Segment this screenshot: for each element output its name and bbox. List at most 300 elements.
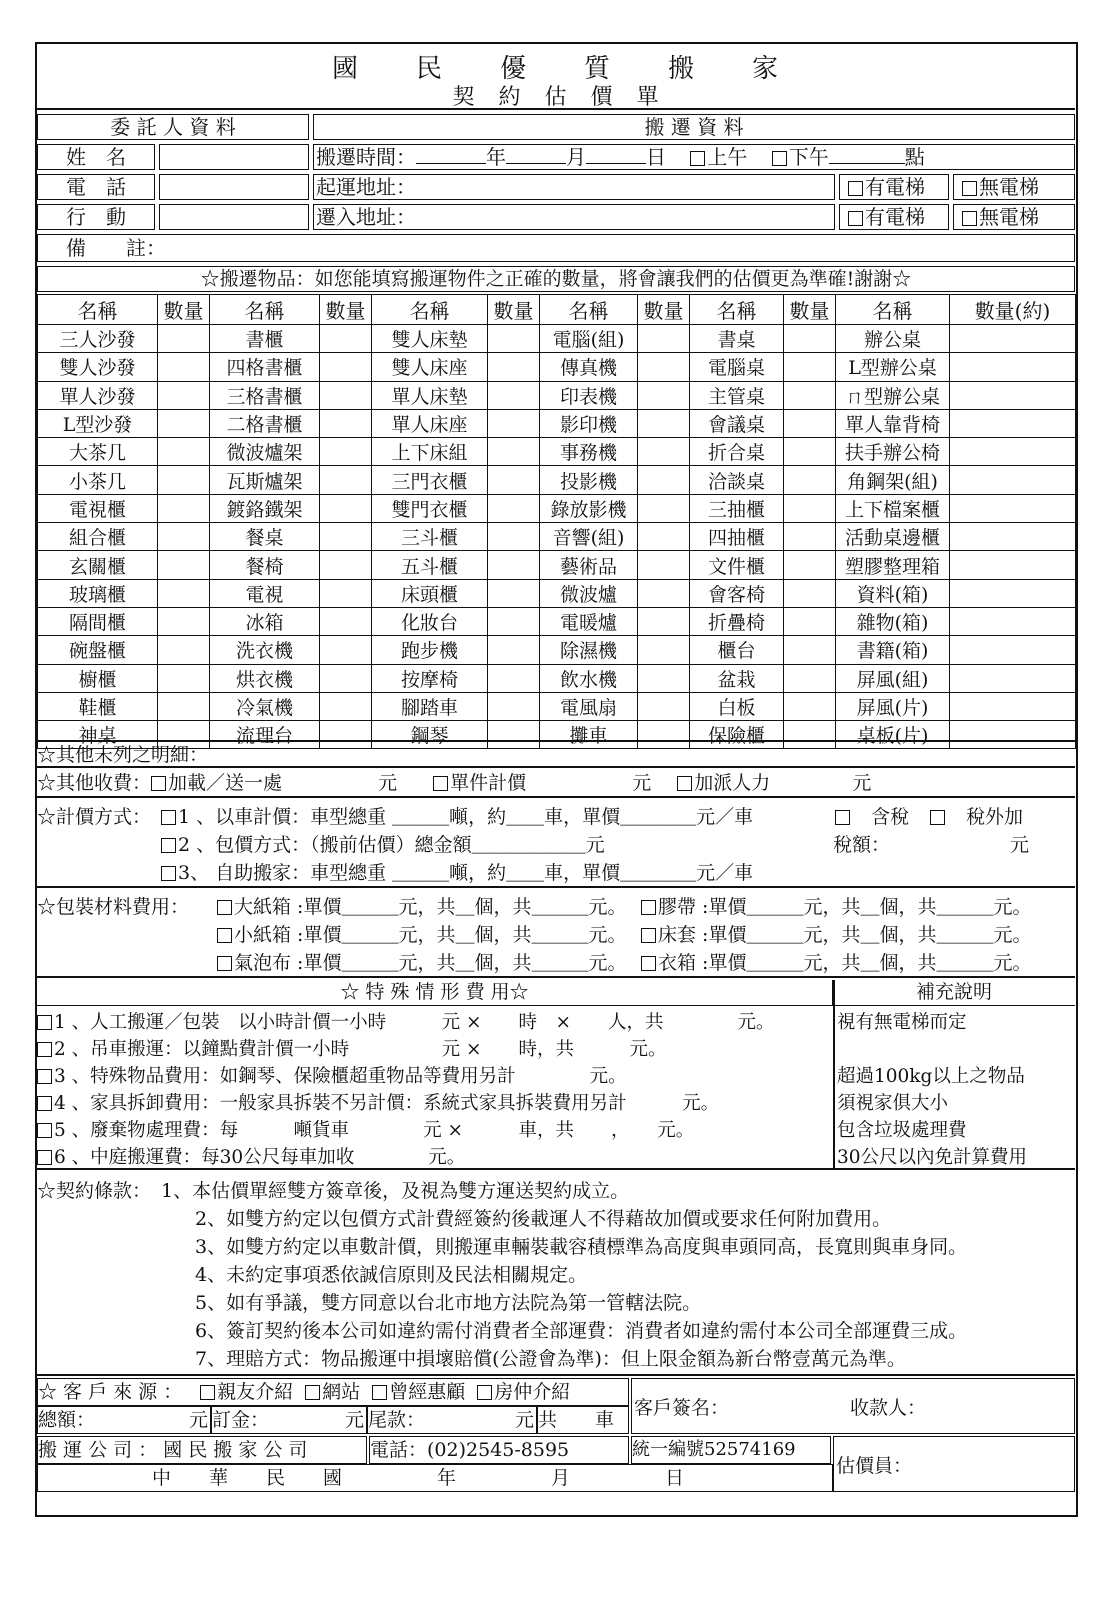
- item-qty-field[interactable]: [784, 664, 836, 692]
- item-name: 鋼琴: [372, 721, 488, 749]
- item-qty-field[interactable]: [950, 466, 1076, 494]
- col-name-header: 名稱: [38, 295, 158, 325]
- item-qty-field[interactable]: [488, 692, 540, 720]
- from-address-field[interactable]: [313, 174, 835, 200]
- pricing-block: [37, 800, 1075, 888]
- company-phone: 電話：(02)2545-8595: [369, 1436, 629, 1464]
- item-name: 單人床座: [372, 409, 488, 437]
- packing-option-text: 小紙箱 :單價＿＿＿元，共＿個，共＿＿＿元。: [234, 924, 627, 946]
- year-label: 年: [486, 145, 506, 169]
- packing-option[interactable]: [641, 948, 1031, 975]
- divider: [833, 980, 835, 1168]
- item-qty-field[interactable]: [488, 409, 540, 437]
- checkbox[interactable]: [930, 810, 945, 825]
- item-qty-field[interactable]: [950, 381, 1076, 409]
- packing-option-text: 床套 :單價＿＿＿元，共＿個，共＿＿＿元。: [658, 924, 1032, 946]
- yuan-label: 元: [632, 772, 652, 794]
- packing-option[interactable]: [217, 892, 626, 919]
- item-name: 玻璃櫃: [38, 579, 158, 607]
- pricing-option-1[interactable]: [161, 802, 753, 829]
- from-elevator-yes[interactable]: [839, 174, 949, 200]
- item-qty-field[interactable]: [488, 438, 540, 466]
- col-name-header: 名稱: [210, 295, 320, 325]
- item-name: 文件櫃: [690, 551, 784, 579]
- item-qty-field[interactable]: [320, 325, 372, 353]
- move-time-label: 搬遷時間：: [316, 145, 416, 169]
- item-name: 電腦桌: [690, 353, 784, 381]
- month-label: 月: [566, 145, 586, 169]
- item-qty-field[interactable]: [158, 636, 210, 664]
- item-qty-field[interactable]: [784, 607, 836, 635]
- item-qty-field[interactable]: [320, 523, 372, 551]
- item-qty-field[interactable]: [784, 325, 836, 353]
- col-qty-header: 數量: [320, 295, 372, 325]
- item-name: 印表機: [540, 381, 638, 409]
- checkbox[interactable]: [848, 211, 863, 226]
- item-name: 雙門衣櫃: [372, 494, 488, 522]
- item-qty-field[interactable]: [488, 381, 540, 409]
- to-address-field[interactable]: [313, 204, 835, 230]
- item-qty-field[interactable]: [784, 381, 836, 409]
- item-qty-field[interactable]: [320, 494, 372, 522]
- item-name: 音響(組): [540, 523, 638, 551]
- item-qty-field[interactable]: [488, 466, 540, 494]
- item-name: L型辦公桌: [836, 353, 950, 381]
- signature-area[interactable]: [631, 1378, 1075, 1434]
- other-fees-row: [37, 770, 1075, 798]
- mobile-field[interactable]: [159, 204, 309, 230]
- item-name: 桌板(片): [836, 721, 950, 749]
- item-name: 鞋櫃: [38, 692, 158, 720]
- trucks-field[interactable]: [537, 1406, 629, 1434]
- name-field[interactable]: [159, 144, 309, 170]
- client-header: 委 託 人 資 料: [37, 114, 309, 140]
- packing-label: ☆包裝材料費用：: [37, 896, 190, 918]
- item-name: 電視櫃: [38, 494, 158, 522]
- tax-yuan-label: 元: [1010, 834, 1030, 856]
- checkbox[interactable]: [217, 900, 232, 915]
- item-qty-field[interactable]: [638, 523, 690, 551]
- pricing-option-2-text: 2 、包價方式：（搬前估價）總金額＿＿＿＿＿＿元: [178, 834, 605, 856]
- item-qty-field[interactable]: [784, 409, 836, 437]
- tax-amount-label: 稅額：: [833, 834, 891, 856]
- item-qty-field[interactable]: [784, 494, 836, 522]
- item-name: 碗盤櫃: [38, 636, 158, 664]
- item-name: 流理台: [210, 721, 320, 749]
- checkbox[interactable]: [37, 1150, 52, 1165]
- special-fee-option[interactable]: [37, 1089, 719, 1115]
- pm-checkbox[interactable]: [772, 151, 787, 166]
- item-qty-field[interactable]: [638, 325, 690, 353]
- col-qty-header: 數量: [488, 295, 540, 325]
- checkbox[interactable]: [848, 181, 863, 196]
- item-qty-field[interactable]: [158, 409, 210, 437]
- balance-field[interactable]: [367, 1406, 537, 1434]
- per-item-checkbox[interactable]: [433, 776, 448, 791]
- item-qty-field[interactable]: [950, 551, 1076, 579]
- item-name: 四格書櫃: [210, 353, 320, 381]
- special-fee-option[interactable]: [37, 1116, 694, 1142]
- name-label: 姓 名: [37, 144, 155, 170]
- item-qty-field[interactable]: [488, 551, 540, 579]
- item-name: 四抽櫃: [690, 523, 784, 551]
- checkbox[interactable]: [477, 1385, 492, 1400]
- yuan-label: 元: [188, 1409, 208, 1431]
- item-qty-field[interactable]: [784, 466, 836, 494]
- col-qty-header: 數量: [638, 295, 690, 325]
- item-name: 電腦(組): [540, 325, 638, 353]
- move-header: 搬 遷 資 料: [313, 114, 1075, 140]
- from-elevator-no[interactable]: [953, 174, 1075, 200]
- checkbox[interactable]: [962, 211, 977, 226]
- company-name: 搬 運 公 司 ： 國 民 搬 家 公 司: [37, 1436, 367, 1464]
- item-qty-field[interactable]: [638, 438, 690, 466]
- checkbox[interactable]: [641, 956, 656, 971]
- checkbox[interactable]: [161, 866, 176, 881]
- checkbox[interactable]: [37, 1069, 52, 1084]
- item-qty-field[interactable]: [950, 409, 1076, 437]
- checkbox[interactable]: [217, 956, 232, 971]
- item-name: 保險櫃: [690, 721, 784, 749]
- packing-option-text: 衣箱 :單價＿＿＿元，共＿個，共＿＿＿元。: [658, 952, 1032, 974]
- item-name: 書櫃: [210, 325, 320, 353]
- item-qty-field[interactable]: [950, 494, 1076, 522]
- info-block: [37, 114, 1075, 264]
- item-qty-field[interactable]: [638, 551, 690, 579]
- trucks-label: 共 車: [538, 1409, 615, 1431]
- packing-option-text: 膠帶 :單價＿＿＿元，共＿個，共＿＿＿元。: [658, 896, 1032, 918]
- col-name-header: 名稱: [690, 295, 784, 325]
- form-subtitle: 契 約 估 價 單: [452, 85, 660, 110]
- phone-field[interactable]: [159, 174, 309, 200]
- item-qty-field[interactable]: [638, 692, 690, 720]
- item-qty-field[interactable]: [638, 353, 690, 381]
- item-qty-field[interactable]: [638, 579, 690, 607]
- item-qty-field[interactable]: [158, 353, 210, 381]
- mobile-label: 行 動: [37, 204, 155, 230]
- item-name: 按摩椅: [372, 664, 488, 692]
- item-qty-field[interactable]: [950, 523, 1076, 551]
- special-fee-text: 1 、人工搬運／包裝 以小時計價一小時 元 × 時 × 人，共 元。: [54, 1012, 775, 1033]
- item-name: 三抽櫃: [690, 494, 784, 522]
- item-name: 組合櫃: [38, 523, 158, 551]
- checkbox[interactable]: [217, 928, 232, 943]
- item-qty-field[interactable]: [158, 325, 210, 353]
- item-name: 雙人沙發: [38, 353, 158, 381]
- tax-excl-option[interactable]: [930, 802, 1023, 829]
- item-name: 事務機: [540, 438, 638, 466]
- item-name: 二格書櫃: [210, 409, 320, 437]
- item-qty-field[interactable]: [158, 381, 210, 409]
- checkbox[interactable]: [962, 181, 977, 196]
- item-qty-field[interactable]: [488, 636, 540, 664]
- packing-block: [37, 890, 1075, 978]
- checkbox[interactable]: [37, 1042, 52, 1057]
- col-qty-header: 數量(約): [950, 295, 1076, 325]
- checkbox[interactable]: [37, 1096, 52, 1111]
- yuan-label: 元: [514, 1409, 534, 1431]
- special-fee-note: 須視家俱大小: [837, 1093, 949, 1114]
- balance-label: 尾款：: [368, 1409, 426, 1431]
- special-fee-note: 30公尺以內免計算費用: [837, 1147, 1028, 1168]
- item-qty-field[interactable]: [158, 466, 210, 494]
- tax-incl-label: 含稅: [871, 806, 910, 828]
- items-header-row: [38, 295, 1076, 325]
- item-name: 三門衣櫃: [372, 466, 488, 494]
- item-qty-field[interactable]: [158, 664, 210, 692]
- item-name: 傳真機: [540, 353, 638, 381]
- special-fee-option[interactable]: [37, 1008, 775, 1034]
- extra-staff-checkbox[interactable]: [677, 776, 692, 791]
- table-row: [38, 664, 1076, 692]
- terms-label: ☆契約條款：: [37, 1180, 152, 1202]
- item-name: 電暖爐: [540, 607, 638, 635]
- item-name: 玄關櫃: [38, 551, 158, 579]
- item-name: 塑膠整理箱: [836, 551, 950, 579]
- item-qty-field[interactable]: [158, 438, 210, 466]
- estimator-area[interactable]: [833, 1436, 1075, 1492]
- item-name: 餐椅: [210, 551, 320, 579]
- table-row: [38, 579, 1076, 607]
- item-name: 上下床組: [372, 438, 488, 466]
- deposit-label: 訂金：: [212, 1409, 270, 1431]
- terms-item: 2、如雙方約定以包價方式計費經簽約後載運人不得藉故加價或要求任何附加費用。: [195, 1208, 892, 1230]
- item-qty-field[interactable]: [950, 636, 1076, 664]
- col-name-header: 名稱: [540, 295, 638, 325]
- item-name: 洗衣機: [210, 636, 320, 664]
- item-name: 屏風(組): [836, 664, 950, 692]
- pricing-option-3[interactable]: [161, 858, 753, 885]
- item-qty-field[interactable]: [320, 466, 372, 494]
- am-checkbox[interactable]: [690, 151, 705, 166]
- item-name: 微波爐架: [210, 438, 320, 466]
- item-qty-field[interactable]: [158, 523, 210, 551]
- date-row[interactable]: 中 華 民 國 年 月 日: [37, 1464, 833, 1492]
- item-qty-field[interactable]: [320, 381, 372, 409]
- source-option[interactable]: [305, 1381, 360, 1403]
- items-table: [37, 294, 1076, 749]
- special-fee-option[interactable]: [37, 1143, 465, 1169]
- terms-item: 3、如雙方約定以車數計價，則搬運車輛裝載容積標準為高度與車頭同高，長寬則與車身同。: [195, 1236, 968, 1258]
- item-qty-field[interactable]: [638, 381, 690, 409]
- notes-header: 補充說明: [833, 980, 1075, 1006]
- item-qty-field[interactable]: [950, 438, 1076, 466]
- item-name: 折疊椅: [690, 607, 784, 635]
- packing-option[interactable]: [217, 920, 626, 947]
- item-name: 化妝台: [372, 607, 488, 635]
- source-option-label: 親友介紹: [217, 1381, 294, 1403]
- tax-incl-option[interactable]: [835, 802, 909, 829]
- special-fee-option[interactable]: [37, 1035, 667, 1061]
- terms-item: 6、簽訂契約後本公司如違約需付消費者全部運費：消費者如違約需付本公司全部運費三成。: [195, 1320, 968, 1342]
- yuan-label: 元: [344, 1409, 364, 1431]
- table-row: [38, 636, 1076, 664]
- elevator-no-label: 無電梯: [979, 175, 1039, 199]
- item-name: 單人靠背椅: [836, 409, 950, 437]
- item-name: 影印機: [540, 409, 638, 437]
- item-qty-field[interactable]: [488, 523, 540, 551]
- table-row: [38, 353, 1076, 381]
- item-qty-field[interactable]: [950, 607, 1076, 635]
- item-qty-field[interactable]: [784, 551, 836, 579]
- item-name: 盆栽: [690, 664, 784, 692]
- checkbox[interactable]: [200, 1385, 215, 1400]
- total-field[interactable]: [37, 1406, 211, 1434]
- item-qty-field[interactable]: [638, 664, 690, 692]
- item-qty-field[interactable]: [158, 692, 210, 720]
- item-name: 冰箱: [210, 607, 320, 635]
- checkbox[interactable]: [305, 1385, 320, 1400]
- checkbox[interactable]: [641, 900, 656, 915]
- source-option-label: 網站: [322, 1381, 361, 1403]
- item-qty-field[interactable]: [488, 579, 540, 607]
- item-qty-field[interactable]: [784, 636, 836, 664]
- item-qty-field[interactable]: [784, 579, 836, 607]
- packing-option[interactable]: [641, 892, 1031, 919]
- checkbox[interactable]: [641, 928, 656, 943]
- item-name: 鍍鉻鐵架: [210, 494, 320, 522]
- item-qty-field[interactable]: [320, 438, 372, 466]
- terms-item: 4、未約定事項悉依誠信原則及民法相關規定。: [195, 1264, 588, 1286]
- table-row: [38, 381, 1076, 409]
- item-qty-field[interactable]: [488, 607, 540, 635]
- item-name: 屏風(片): [836, 692, 950, 720]
- item-qty-field[interactable]: [638, 494, 690, 522]
- col-qty-header: 數量: [158, 295, 210, 325]
- other-items-row[interactable]: [37, 740, 1075, 768]
- special-fee-text: 4 、家具拆卸費用：一般家具拆裝不另計價：系統式家具拆裝費用另計 元。: [54, 1093, 720, 1114]
- packing-option[interactable]: [217, 948, 626, 975]
- item-qty-field[interactable]: [950, 353, 1076, 381]
- item-qty-field[interactable]: [158, 494, 210, 522]
- item-name: 會議桌: [690, 409, 784, 437]
- source-option-label: 房仲介紹: [494, 1381, 571, 1403]
- item-qty-field[interactable]: [950, 579, 1076, 607]
- checkbox[interactable]: [161, 838, 176, 853]
- table-row: [38, 523, 1076, 551]
- special-fee-text: 5 、廢棄物處理費：每 噸貨車 元 × 車，共 ， 元。: [54, 1120, 695, 1141]
- item-name: 投影機: [540, 466, 638, 494]
- extra-load-label: 加載／送一處: [168, 772, 283, 794]
- item-name: 單人沙發: [38, 381, 158, 409]
- special-fee-text: 6 、中庭搬運費：每30公尺每車加收 元。: [54, 1147, 466, 1168]
- item-qty-field[interactable]: [158, 607, 210, 635]
- item-name: 小茶几: [38, 466, 158, 494]
- item-qty-field[interactable]: [950, 325, 1076, 353]
- item-qty-field[interactable]: [320, 353, 372, 381]
- to-elevator-yes[interactable]: [839, 204, 949, 230]
- item-name: 飲水機: [540, 664, 638, 692]
- to-elevator-no[interactable]: [953, 204, 1075, 230]
- item-qty-field[interactable]: [488, 494, 540, 522]
- item-qty-field[interactable]: [784, 438, 836, 466]
- source-option-label: 曾經惠顧: [389, 1381, 466, 1403]
- item-name: 扶手辦公椅: [836, 438, 950, 466]
- special-fees-header: ☆ 特 殊 情 形 費 用☆: [37, 980, 833, 1006]
- item-name: 櫥櫃: [38, 664, 158, 692]
- item-qty-field[interactable]: [638, 409, 690, 437]
- item-qty-field[interactable]: [488, 325, 540, 353]
- item-qty-field[interactable]: [950, 692, 1076, 720]
- item-qty-field[interactable]: [638, 636, 690, 664]
- yuan-label: 元: [378, 772, 398, 794]
- item-name: 會客椅: [690, 579, 784, 607]
- checkbox[interactable]: [835, 810, 850, 825]
- checkbox[interactable]: [372, 1385, 387, 1400]
- item-qty-field[interactable]: [320, 551, 372, 579]
- item-qty-field[interactable]: [784, 523, 836, 551]
- item-qty-field[interactable]: [488, 353, 540, 381]
- remark-field[interactable]: [37, 234, 1075, 262]
- checkbox[interactable]: [37, 1015, 52, 1030]
- items-table-wrap: [37, 294, 1075, 748]
- item-name: 床頭櫃: [372, 579, 488, 607]
- company-title: 國 民 優 質 搬 家: [331, 54, 780, 84]
- extra-load-checkbox[interactable]: [151, 776, 166, 791]
- extra-staff-label: 加派人力: [694, 772, 771, 794]
- am-label: 上午: [707, 145, 748, 169]
- item-qty-field[interactable]: [638, 466, 690, 494]
- table-row: [38, 607, 1076, 635]
- pricing-option-1-text: 1 、以車計價：車型總重 ＿＿＿噸，約＿＿車，單價＿＿＿＿元／車: [178, 806, 754, 828]
- item-name: 洽談桌: [690, 466, 784, 494]
- item-name: ㄇ型辦公桌: [836, 381, 950, 409]
- col-qty-header: 數量: [784, 295, 836, 325]
- item-qty-field[interactable]: [784, 692, 836, 720]
- item-name: 微波爐: [540, 579, 638, 607]
- deposit-field[interactable]: [211, 1406, 367, 1434]
- source-option[interactable]: [200, 1381, 293, 1403]
- item-qty-field[interactable]: [158, 579, 210, 607]
- pricing-option-2[interactable]: [161, 830, 605, 857]
- item-qty-field[interactable]: [158, 551, 210, 579]
- table-row: [38, 494, 1076, 522]
- terms-item: 7、理賠方式：物品搬運中損壞賠償(公證會為準)：但上限金額為新台幣壹萬元為準。: [195, 1348, 906, 1370]
- item-qty-field[interactable]: [320, 607, 372, 635]
- source-row: [37, 1378, 629, 1406]
- item-name: 神桌: [38, 721, 158, 749]
- yuan-label: 元: [852, 772, 872, 794]
- item-qty-field[interactable]: [320, 636, 372, 664]
- terms-item: 1、本估價單經雙方簽章後，及視為雙方運送契約成立。: [161, 1180, 630, 1202]
- item-qty-field[interactable]: [320, 692, 372, 720]
- table-row: [38, 466, 1076, 494]
- source-label: ☆ 客 戶 來 源 ：: [38, 1381, 183, 1403]
- item-qty-field[interactable]: [320, 579, 372, 607]
- item-name: 冷氣機: [210, 692, 320, 720]
- item-name: 主管桌: [690, 381, 784, 409]
- checkbox[interactable]: [37, 1123, 52, 1138]
- special-fee-option[interactable]: [37, 1062, 627, 1088]
- item-name: 腳踏車: [372, 692, 488, 720]
- item-qty-field[interactable]: [638, 607, 690, 635]
- item-name: 除濕機: [540, 636, 638, 664]
- item-qty-field[interactable]: [950, 664, 1076, 692]
- item-qty-field[interactable]: [488, 664, 540, 692]
- item-qty-field[interactable]: [320, 664, 372, 692]
- special-fee-note: 視有無電梯而定: [837, 1012, 967, 1033]
- item-qty-field[interactable]: [784, 353, 836, 381]
- checkbox[interactable]: [161, 810, 176, 825]
- item-name: 三斗櫃: [372, 523, 488, 551]
- item-name: 餐桌: [210, 523, 320, 551]
- source-option[interactable]: [372, 1381, 465, 1403]
- table-row: [38, 551, 1076, 579]
- source-option[interactable]: [477, 1381, 570, 1403]
- company-tax-id: 統一編號52574169: [631, 1436, 831, 1464]
- item-qty-field[interactable]: [320, 409, 372, 437]
- packing-option[interactable]: [641, 920, 1031, 947]
